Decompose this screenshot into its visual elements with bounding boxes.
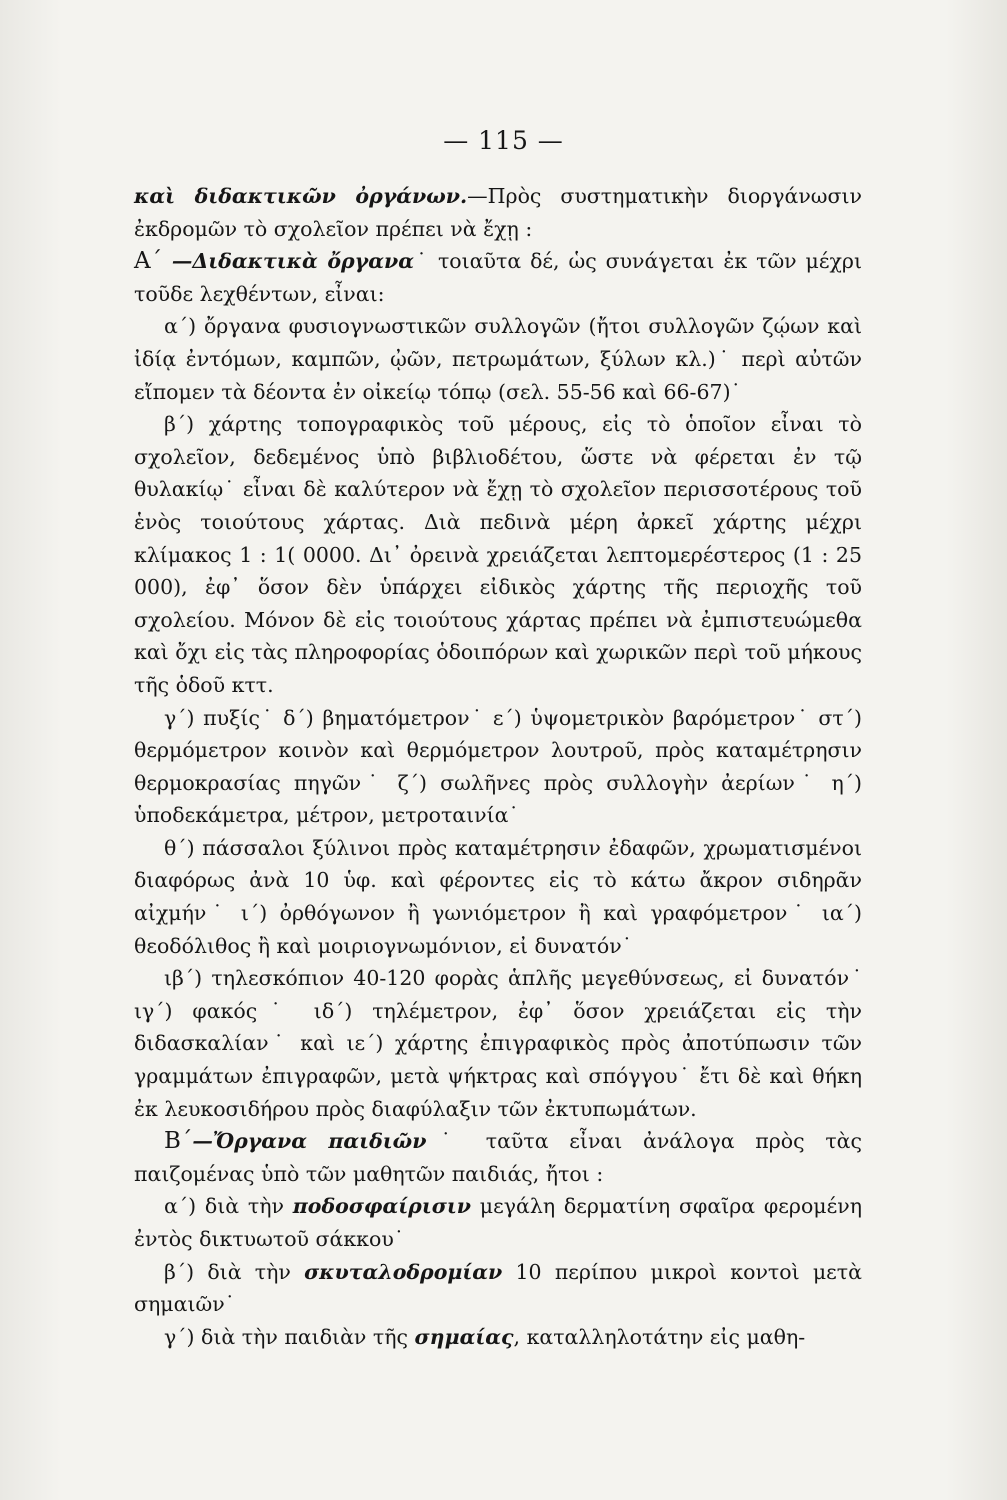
text-run: γ΄) πυξίς˙ δ΄) βηματόμετρον˙ ε΄) ὑψομετρικὸν βαρόμετρον˙ στ΄) θερμόμετρον κοινὸν καὶ θερμόμετρον λουτροῦ, πρὸς καταμέτρησιν θερμοκρασίας πηγῶν˙ ζ΄) σωλῆνες πρὸς συλλογὴν ἀερίων˙ η΄) ὑποδεκάμετρα, μέτρον, μετροταινία˙ xyxy=(134,705,862,828)
paragraph xyxy=(134,408,862,701)
text-run: ˙ τοιαῦτα δέ, ὡς συνάγεται ἐκ τῶν μέχρι τοῦδε λεχθέντων, εἶναι: xyxy=(134,249,862,306)
paragraph xyxy=(134,1125,862,1190)
paragraph xyxy=(134,180,862,245)
paragraph xyxy=(134,1321,862,1354)
paragraph xyxy=(134,832,862,962)
text-run: μεγάλη δερματίνη σφαῖρα φερομένη ἐντὸς δικτυωτοῦ σάκκου˙ xyxy=(134,1194,862,1251)
emphasis-text: —Διδακτικὰ ὄργανα xyxy=(171,249,414,274)
text-run: ˙ ταῦτα εἶναι ἀνάλογα πρὸς τὰς παιζομένας ὑπὸ τῶν μαθητῶν παιδιάς, ἤτοι : xyxy=(134,1129,862,1186)
section-letter: Β΄ xyxy=(164,1128,193,1155)
text-run: α΄) διὰ τὴν xyxy=(164,1194,293,1219)
text-run: —Πρὸς συστηματικὴν διοργάνωσιν ἐκδρομῶν τὸ σχολεῖον πρέπει νὰ ἔχῃ : xyxy=(134,184,862,241)
emphasis-text: καὶ διδακτικῶν ὀργάνων. xyxy=(134,184,468,208)
text-run: θ΄) πάσσαλοι ξύλινοι πρὸς καταμέτρησιν ἐδαφῶν, χρωματισμένοι διαφόρως ἀνὰ 10 ὑφ. καὶ φέροντες εἰς τὸ κάτω ἄκρον σιδηρᾶν αἰχμήν˙ ι΄) ὀρθόγωνον ἢ γωνιόμετρον ἢ καὶ γραφόμετρον˙ ια΄) θεοδόλιθος ἢ καὶ μοιριογνωμόνιον, εἰ δυνατόν˙ xyxy=(134,835,862,958)
paragraph xyxy=(134,1256,862,1321)
text-run: 10 περίπου μικροὶ κοντοὶ μετὰ σημαιῶν˙ xyxy=(134,1259,862,1317)
text-run: β΄) διὰ τὴν xyxy=(164,1259,305,1284)
emphasis-text: —Ὄργανα παιδιῶν xyxy=(192,1129,427,1154)
emphasis-text: ποδοσφαίρισιν xyxy=(292,1194,471,1219)
paragraph xyxy=(134,1190,862,1255)
body-text xyxy=(134,180,862,1353)
text-run: , καταλληλοτάτην εἰς μαθη- xyxy=(513,1324,806,1349)
paragraph xyxy=(134,245,862,310)
paragraph xyxy=(134,310,862,408)
emphasis-text: σημαίας xyxy=(414,1324,514,1349)
text-run: γ΄) διὰ τὴν παιδιὰν τῆς xyxy=(164,1324,415,1349)
text-run: β΄) χάρτης τοπογραφικὸς τοῦ μέρους, εἰς τὸ ὁποῖον εἶναι τὸ σχολεῖον, δεδεμένος ὑπὸ βιβλιοδέτου, ὥστε νὰ φέρεται ἐν τῷ θυλακίῳ˙ εἶναι δὲ καλύτερον νὰ ἔχῃ τὸ σχολεῖον περισσοτέρους τοῦ ἑνὸς τοιούτους χάρτας. Διὰ πεδινὰ μέρη ἀρκεῖ χάρτης μέχρι κλίμακος 1 : 1( 0000. Δι᾽ ὀρεινὰ χρειάζεται λεπτομερέστερος (1 : 25 000), ἐφ᾽ ὅσον δὲν ὑπάρχει εἰδικὸς χάρτης τῆς περιοχῆς τοῦ σχολείου. Μόνον δὲ εἰς τοιούτους χάρτας πρέπει νὰ ἐμπιστευώμεθα καὶ ὄχι εἰς τὰς πληροφορίας ὁδοιπόρων καὶ χωρικῶν περὶ τοῦ μήκους τῆς ὁδοῦ κττ. xyxy=(134,412,862,697)
page-number: — 115 — xyxy=(443,126,564,155)
paragraph xyxy=(134,962,862,1125)
emphasis-text: σκυταλοδρομίαν xyxy=(304,1259,503,1284)
text-run: α΄) ὄργανα φυσιογνωστικῶν συλλογῶν (ἤτοι συλλογῶν ζῴων καὶ ἰδίᾳ ἐντόμων, καμπῶν, ᾠῶν, πετρωμάτων, ξύλων κλ.)˙ περὶ αὐτῶν εἴπομεν τὰ δέοντα ἐν οἰκείῳ τόπῳ (σελ. 55-56 καὶ 66-67)˙ xyxy=(134,314,862,404)
text-run: ιβ΄) τηλεσκόπιον 40-120 φορὰς ἁπλῆς μεγεθύνσεως, εἰ δυνατόν˙ ιγ΄) φακός˙ ιδ΄) τηλέμετρον, ἐφ᾽ ὅσον χρειάζεται εἰς τὴν διδασκαλίαν˙ καὶ ιε΄) χάρτης ἐπιγραφικὸς πρὸς ἀποτύπωσιν τῶν γραμμάτων ἐπιγραφῶν, μετὰ ψήκτρας καὶ σπόγγου˙ ἔτι δὲ καὶ θήκη ἐκ λευκοσιδήρου πρὸς διαφύλαξιν τῶν ἐκτυπωμάτων. xyxy=(134,966,862,1121)
section-letter: Α΄ xyxy=(134,248,172,275)
paragraph xyxy=(134,702,862,832)
